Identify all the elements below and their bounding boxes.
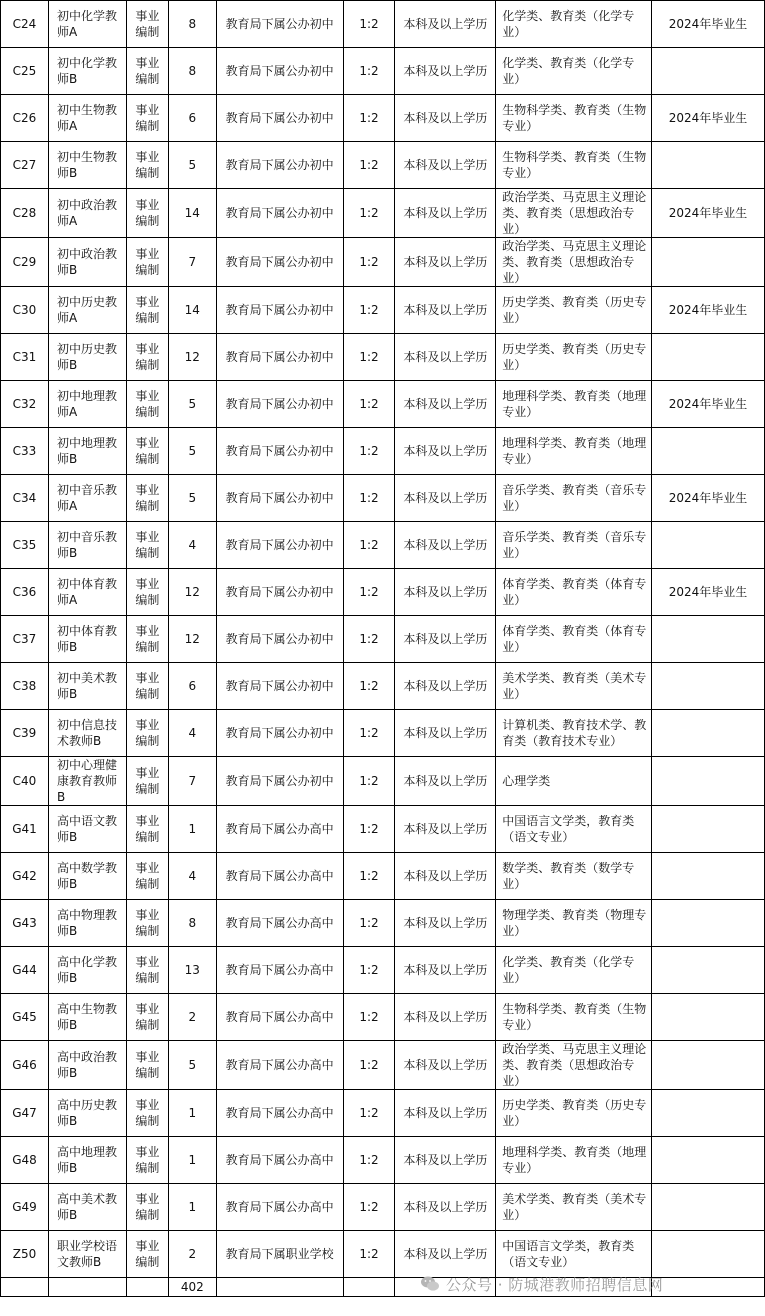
cell-ratio: 1:2 <box>343 1090 395 1137</box>
cell-position: 高中生物教师B <box>48 994 126 1041</box>
table-row <box>1 238 765 287</box>
cell-major: 计算机类、教育技术学、教育类（教育技术专业） <box>496 710 652 757</box>
cell-type: 事业编制 <box>126 616 168 663</box>
table-row <box>1 95 765 142</box>
cell-unit: 教育局下属职业学校 <box>216 1231 343 1278</box>
cell-count: 7 <box>168 238 216 287</box>
cell-count: 6 <box>168 95 216 142</box>
cell-type: 事业编制 <box>126 757 168 806</box>
cell-position: 初中化学教师B <box>48 48 126 95</box>
cell-count: 4 <box>168 853 216 900</box>
cell-unit: 教育局下属公办初中 <box>216 48 343 95</box>
table-row <box>1 1137 765 1184</box>
cell-count: 13 <box>168 947 216 994</box>
cell-count: 12 <box>168 569 216 616</box>
cell-ratio: 1:2 <box>343 287 395 334</box>
cell-ratio: 1:2 <box>343 48 395 95</box>
cell-major: 化学类、教育类（化学专业） <box>496 1 652 48</box>
table-row <box>1 994 765 1041</box>
table-row <box>1 663 765 710</box>
cell-code: C30 <box>1 287 49 334</box>
table-row <box>1 428 765 475</box>
total-cell-ratio <box>343 1278 395 1297</box>
cell-type: 事业编制 <box>126 1231 168 1278</box>
cell-note: 2024年毕业生 <box>652 569 765 616</box>
table-body <box>1 1 765 1278</box>
cell-position: 高中数学教师B <box>48 853 126 900</box>
cell-type: 事业编制 <box>126 806 168 853</box>
cell-type: 事业编制 <box>126 1137 168 1184</box>
cell-unit: 教育局下属公办初中 <box>216 428 343 475</box>
cell-code: G49 <box>1 1184 49 1231</box>
cell-major: 历史学类、教育类（历史专业） <box>496 334 652 381</box>
cell-ratio: 1:2 <box>343 569 395 616</box>
cell-education: 本科及以上学历 <box>395 1231 496 1278</box>
cell-count: 4 <box>168 710 216 757</box>
cell-unit: 教育局下属公办初中 <box>216 616 343 663</box>
cell-code: C37 <box>1 616 49 663</box>
cell-position: 高中政治教师B <box>48 1041 126 1090</box>
cell-type: 事业编制 <box>126 95 168 142</box>
cell-code: G47 <box>1 1090 49 1137</box>
cell-major: 体育学类、教育类（体育专业） <box>496 616 652 663</box>
cell-education: 本科及以上学历 <box>395 95 496 142</box>
watermark-text: 公众号 · 防城港教师招聘信息网 <box>446 1275 664 1294</box>
total-row <box>1 1278 765 1297</box>
cell-code: C24 <box>1 1 49 48</box>
cell-major: 音乐学类、教育类（音乐专业） <box>496 475 652 522</box>
cell-ratio: 1:2 <box>343 1041 395 1090</box>
cell-code: G46 <box>1 1041 49 1090</box>
cell-note: 2024年毕业生 <box>652 95 765 142</box>
cell-education: 本科及以上学历 <box>395 189 496 238</box>
total-count: 402 <box>168 1278 216 1297</box>
cell-code: G44 <box>1 947 49 994</box>
cell-type: 事业编制 <box>126 569 168 616</box>
cell-code: G45 <box>1 994 49 1041</box>
total-cell-type <box>126 1278 168 1297</box>
table-row <box>1 287 765 334</box>
cell-unit: 教育局下属公办高中 <box>216 853 343 900</box>
cell-position: 高中物理教师B <box>48 900 126 947</box>
cell-ratio: 1:2 <box>343 522 395 569</box>
cell-ratio: 1:2 <box>343 475 395 522</box>
cell-ratio: 1:2 <box>343 806 395 853</box>
cell-education: 本科及以上学历 <box>395 142 496 189</box>
cell-unit: 教育局下属公办初中 <box>216 475 343 522</box>
cell-ratio: 1:2 <box>343 710 395 757</box>
cell-position: 初中化学教师A <box>48 1 126 48</box>
cell-position: 高中历史教师B <box>48 1090 126 1137</box>
total-cell-code <box>1 1278 49 1297</box>
cell-note <box>652 616 765 663</box>
cell-unit: 教育局下属公办初中 <box>216 710 343 757</box>
total-cell-unit <box>216 1278 343 1297</box>
cell-position: 初中美术教师B <box>48 663 126 710</box>
cell-major: 生物科学类、教育类（生物专业） <box>496 95 652 142</box>
cell-note <box>652 428 765 475</box>
cell-position: 初中音乐教师B <box>48 522 126 569</box>
cell-major: 化学类、教育类（化学专业） <box>496 947 652 994</box>
cell-unit: 教育局下属公办初中 <box>216 522 343 569</box>
table-row <box>1 189 765 238</box>
cell-major: 化学类、教育类（化学专业） <box>496 48 652 95</box>
table-row <box>1 1 765 48</box>
cell-type: 事业编制 <box>126 189 168 238</box>
cell-ratio: 1:2 <box>343 1184 395 1231</box>
cell-education: 本科及以上学历 <box>395 381 496 428</box>
cell-count: 8 <box>168 48 216 95</box>
cell-major: 中国语言文学类，教育类（语文专业） <box>496 806 652 853</box>
cell-type: 事业编制 <box>126 710 168 757</box>
cell-education: 本科及以上学历 <box>395 475 496 522</box>
table-row <box>1 1090 765 1137</box>
cell-type: 事业编制 <box>126 947 168 994</box>
cell-unit: 教育局下属公办高中 <box>216 806 343 853</box>
cell-education: 本科及以上学历 <box>395 428 496 475</box>
cell-major: 历史学类、教育类（历史专业） <box>496 1090 652 1137</box>
cell-position: 初中地理教师B <box>48 428 126 475</box>
cell-unit: 教育局下属公办初中 <box>216 757 343 806</box>
cell-ratio: 1:2 <box>343 95 395 142</box>
table-row <box>1 900 765 947</box>
cell-unit: 教育局下属公办高中 <box>216 1090 343 1137</box>
total-cell-major <box>496 1278 652 1297</box>
cell-ratio: 1:2 <box>343 381 395 428</box>
cell-education: 本科及以上学历 <box>395 1041 496 1090</box>
cell-note: 2024年毕业生 <box>652 475 765 522</box>
table-row <box>1 1184 765 1231</box>
cell-note <box>652 900 765 947</box>
cell-position: 初中体育教师A <box>48 569 126 616</box>
cell-ratio: 1:2 <box>343 853 395 900</box>
cell-code: C35 <box>1 522 49 569</box>
cell-type: 事业编制 <box>126 1090 168 1137</box>
cell-note: 2024年毕业生 <box>652 381 765 428</box>
cell-education: 本科及以上学历 <box>395 238 496 287</box>
cell-count: 7 <box>168 757 216 806</box>
table-row <box>1 1231 765 1278</box>
cell-count: 14 <box>168 287 216 334</box>
table-row <box>1 616 765 663</box>
cell-unit: 教育局下属公办初中 <box>216 238 343 287</box>
cell-ratio: 1:2 <box>343 616 395 663</box>
cell-position: 高中化学教师B <box>48 947 126 994</box>
cell-count: 1 <box>168 806 216 853</box>
cell-unit: 教育局下属公办初中 <box>216 381 343 428</box>
cell-major: 地理科学类、教育类（地理专业） <box>496 381 652 428</box>
cell-position: 高中语文教师B <box>48 806 126 853</box>
table-row <box>1 48 765 95</box>
cell-note <box>652 1231 765 1278</box>
cell-type: 事业编制 <box>126 381 168 428</box>
cell-ratio: 1:2 <box>343 1231 395 1278</box>
cell-code: G43 <box>1 900 49 947</box>
cell-count: 12 <box>168 616 216 663</box>
cell-position: 初中地理教师A <box>48 381 126 428</box>
cell-ratio: 1:2 <box>343 142 395 189</box>
cell-type: 事业编制 <box>126 1041 168 1090</box>
cell-note <box>652 994 765 1041</box>
cell-major: 历史学类、教育类（历史专业） <box>496 287 652 334</box>
cell-major: 数学类、教育类（数学专业） <box>496 853 652 900</box>
cell-ratio: 1:2 <box>343 994 395 1041</box>
cell-code: C32 <box>1 381 49 428</box>
cell-unit: 教育局下属公办初中 <box>216 142 343 189</box>
table-row <box>1 522 765 569</box>
cell-count: 5 <box>168 142 216 189</box>
cell-position: 初中政治教师B <box>48 238 126 287</box>
cell-count: 1 <box>168 1090 216 1137</box>
cell-type: 事业编制 <box>126 48 168 95</box>
cell-count: 5 <box>168 381 216 428</box>
table-row <box>1 853 765 900</box>
cell-code: C27 <box>1 142 49 189</box>
cell-education: 本科及以上学历 <box>395 616 496 663</box>
cell-type: 事业编制 <box>126 1 168 48</box>
cell-education: 本科及以上学历 <box>395 522 496 569</box>
cell-unit: 教育局下属公办高中 <box>216 1184 343 1231</box>
cell-note: 2024年毕业生 <box>652 189 765 238</box>
cell-ratio: 1:2 <box>343 663 395 710</box>
cell-education: 本科及以上学历 <box>395 710 496 757</box>
cell-count: 2 <box>168 994 216 1041</box>
cell-education: 本科及以上学历 <box>395 757 496 806</box>
cell-education: 本科及以上学历 <box>395 853 496 900</box>
cell-code: C40 <box>1 757 49 806</box>
table-row <box>1 569 765 616</box>
cell-education: 本科及以上学历 <box>395 1184 496 1231</box>
cell-code: C36 <box>1 569 49 616</box>
cell-major: 政治学类、马克思主义理论类、教育类（思想政治专业） <box>496 1041 652 1090</box>
cell-major: 政治学类、马克思主义理论类、教育类（思想政治专业） <box>496 189 652 238</box>
cell-type: 事业编制 <box>126 994 168 1041</box>
cell-note <box>652 806 765 853</box>
cell-major: 美术学类、教育类（美术专业） <box>496 1184 652 1231</box>
cell-major: 音乐学类、教育类（音乐专业） <box>496 522 652 569</box>
cell-type: 事业编制 <box>126 142 168 189</box>
cell-code: C28 <box>1 189 49 238</box>
total-cell-note <box>652 1278 765 1297</box>
cell-major: 地理科学类、教育类（地理专业） <box>496 1137 652 1184</box>
cell-type: 事业编制 <box>126 663 168 710</box>
cell-code: G48 <box>1 1137 49 1184</box>
cell-code: C25 <box>1 48 49 95</box>
cell-code: Z50 <box>1 1231 49 1278</box>
cell-code: C34 <box>1 475 49 522</box>
cell-position: 初中历史教师A <box>48 287 126 334</box>
cell-note <box>652 238 765 287</box>
cell-code: C31 <box>1 334 49 381</box>
cell-note: 2024年毕业生 <box>652 1 765 48</box>
table-row <box>1 142 765 189</box>
cell-note <box>652 853 765 900</box>
cell-position: 高中美术教师B <box>48 1184 126 1231</box>
cell-code: C38 <box>1 663 49 710</box>
cell-position: 初中政治教师A <box>48 189 126 238</box>
cell-ratio: 1:2 <box>343 238 395 287</box>
cell-position: 初中历史教师B <box>48 334 126 381</box>
cell-type: 事业编制 <box>126 334 168 381</box>
cell-ratio: 1:2 <box>343 757 395 806</box>
cell-note <box>652 1184 765 1231</box>
cell-unit: 教育局下属公办高中 <box>216 947 343 994</box>
cell-count: 4 <box>168 522 216 569</box>
cell-education: 本科及以上学历 <box>395 947 496 994</box>
cell-unit: 教育局下属公办高中 <box>216 1137 343 1184</box>
cell-type: 事业编制 <box>126 238 168 287</box>
table-row <box>1 947 765 994</box>
cell-type: 事业编制 <box>126 1184 168 1231</box>
cell-count: 5 <box>168 428 216 475</box>
cell-unit: 教育局下属公办初中 <box>216 287 343 334</box>
cell-position: 职业学校语文教师B <box>48 1231 126 1278</box>
table-row <box>1 710 765 757</box>
cell-count: 5 <box>168 1041 216 1090</box>
cell-count: 12 <box>168 334 216 381</box>
cell-major: 政治学类、马克思主义理论类、教育类（思想政治专业） <box>496 238 652 287</box>
cell-note <box>652 334 765 381</box>
table-row <box>1 757 765 806</box>
cell-education: 本科及以上学历 <box>395 900 496 947</box>
cell-code: C29 <box>1 238 49 287</box>
cell-major: 体育学类、教育类（体育专业） <box>496 569 652 616</box>
cell-count: 6 <box>168 663 216 710</box>
cell-count: 2 <box>168 1231 216 1278</box>
cell-code: C33 <box>1 428 49 475</box>
cell-major: 生物科学类、教育类（生物专业） <box>496 142 652 189</box>
cell-type: 事业编制 <box>126 522 168 569</box>
cell-major: 生物科学类、教育类（生物专业） <box>496 994 652 1041</box>
cell-count: 14 <box>168 189 216 238</box>
cell-note <box>652 142 765 189</box>
cell-education: 本科及以上学历 <box>395 663 496 710</box>
cell-position: 初中体育教师B <box>48 616 126 663</box>
cell-unit: 教育局下属公办初中 <box>216 95 343 142</box>
cell-position: 初中音乐教师A <box>48 475 126 522</box>
cell-type: 事业编制 <box>126 428 168 475</box>
table-row <box>1 1041 765 1090</box>
cell-major: 物理学类、教育类（物理专业） <box>496 900 652 947</box>
cell-count: 8 <box>168 900 216 947</box>
cell-count: 1 <box>168 1184 216 1231</box>
cell-note <box>652 947 765 994</box>
cell-count: 5 <box>168 475 216 522</box>
cell-note: 2024年毕业生 <box>652 287 765 334</box>
table-row <box>1 806 765 853</box>
cell-education: 本科及以上学历 <box>395 569 496 616</box>
cell-position: 初中信息技术教师B <box>48 710 126 757</box>
cell-education: 本科及以上学历 <box>395 1137 496 1184</box>
cell-ratio: 1:2 <box>343 947 395 994</box>
cell-note <box>652 1137 765 1184</box>
cell-major: 中国语言文学类，教育类（语文专业） <box>496 1231 652 1278</box>
cell-count: 1 <box>168 1137 216 1184</box>
cell-unit: 教育局下属公办初中 <box>216 334 343 381</box>
cell-code: G42 <box>1 853 49 900</box>
cell-education: 本科及以上学历 <box>395 287 496 334</box>
cell-unit: 教育局下属公办高中 <box>216 900 343 947</box>
cell-education: 本科及以上学历 <box>395 334 496 381</box>
cell-code: G41 <box>1 806 49 853</box>
cell-education: 本科及以上学历 <box>395 994 496 1041</box>
cell-code: C39 <box>1 710 49 757</box>
cell-note <box>652 1090 765 1137</box>
cell-ratio: 1:2 <box>343 1137 395 1184</box>
cell-note <box>652 522 765 569</box>
cell-code: C26 <box>1 95 49 142</box>
cell-position: 初中生物教师A <box>48 95 126 142</box>
cell-unit: 教育局下属公办高中 <box>216 994 343 1041</box>
cell-major: 地理科学类、教育类（地理专业） <box>496 428 652 475</box>
table-row <box>1 475 765 522</box>
cell-position: 初中生物教师B <box>48 142 126 189</box>
cell-education: 本科及以上学历 <box>395 806 496 853</box>
cell-note <box>652 48 765 95</box>
table-row <box>1 334 765 381</box>
cell-type: 事业编制 <box>126 287 168 334</box>
total-cell-position <box>48 1278 126 1297</box>
cell-ratio: 1:2 <box>343 189 395 238</box>
cell-education: 本科及以上学历 <box>395 48 496 95</box>
cell-education: 本科及以上学历 <box>395 1 496 48</box>
cell-count: 8 <box>168 1 216 48</box>
cell-major: 心理学类 <box>496 757 652 806</box>
total-cell-education <box>395 1278 496 1297</box>
cell-unit: 教育局下属公办高中 <box>216 1041 343 1090</box>
cell-note <box>652 1041 765 1090</box>
cell-unit: 教育局下属公办初中 <box>216 663 343 710</box>
cell-note <box>652 710 765 757</box>
cell-type: 事业编制 <box>126 475 168 522</box>
cell-type: 事业编制 <box>126 900 168 947</box>
cell-ratio: 1:2 <box>343 1 395 48</box>
cell-note <box>652 663 765 710</box>
cell-ratio: 1:2 <box>343 428 395 475</box>
cell-education: 本科及以上学历 <box>395 1090 496 1137</box>
cell-type: 事业编制 <box>126 853 168 900</box>
cell-ratio: 1:2 <box>343 334 395 381</box>
cell-major: 美术学类、教育类（美术专业） <box>496 663 652 710</box>
table-row <box>1 381 765 428</box>
cell-unit: 教育局下属公办初中 <box>216 569 343 616</box>
cell-position: 初中心理健康教育教师B <box>48 757 126 806</box>
cell-note <box>652 757 765 806</box>
cell-position: 高中地理教师B <box>48 1137 126 1184</box>
cell-unit: 教育局下属公办初中 <box>216 189 343 238</box>
cell-ratio: 1:2 <box>343 900 395 947</box>
cell-unit: 教育局下属公办初中 <box>216 1 343 48</box>
